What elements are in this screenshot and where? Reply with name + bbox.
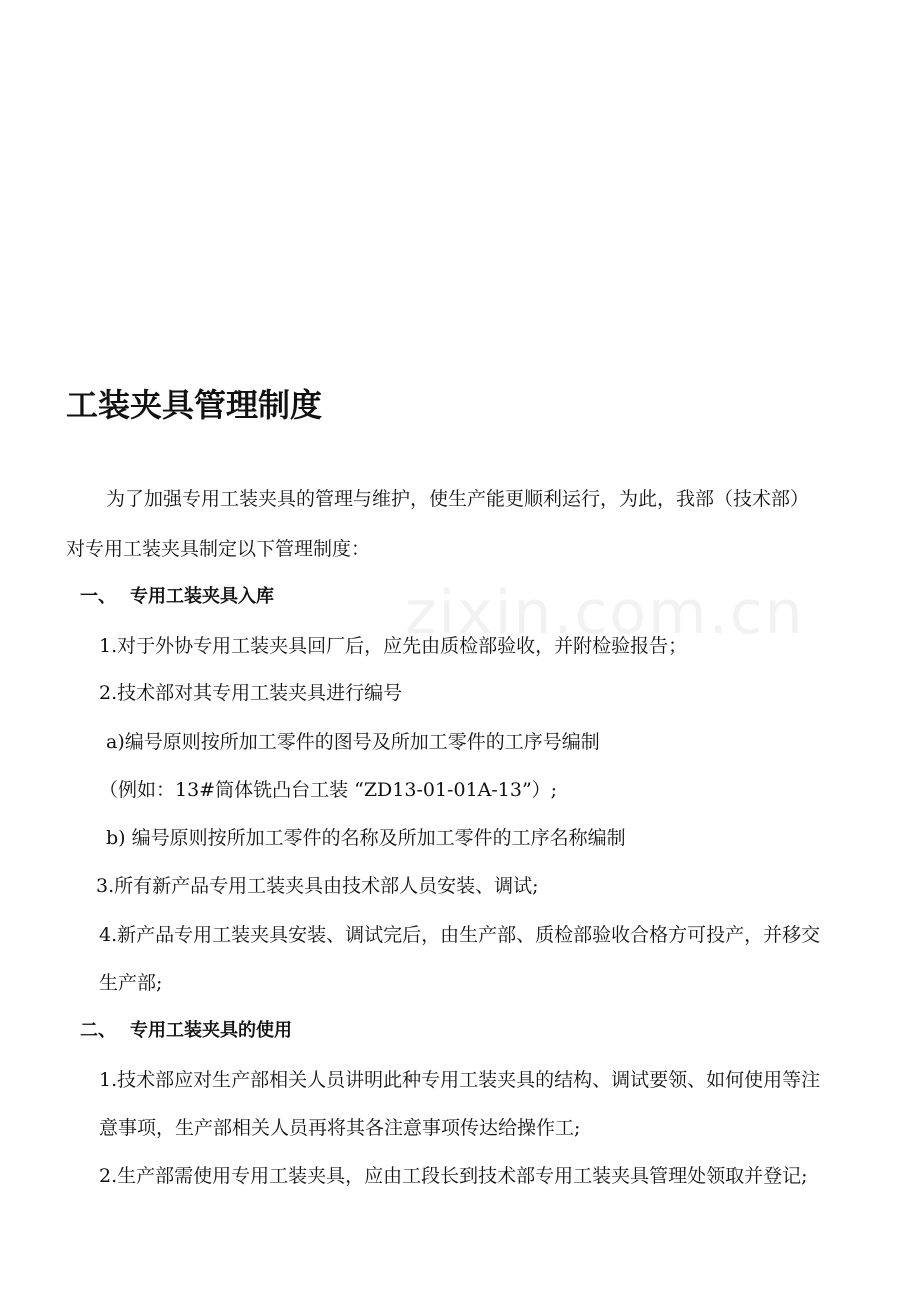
section-1-heading bbox=[80, 582, 274, 612]
section-1-item-2: 2.技术部对其专用工装夹具进行编号 bbox=[99, 682, 403, 704]
section-2-item-1: 1.技术部应对生产部相关人员讲明此种专用工装夹具的结构、调试要领、如何使用等注 bbox=[99, 1069, 821, 1091]
section-1-number: 一、 bbox=[80, 586, 116, 607]
section-2-item-2: 2.生产部需使用专用工装夹具，应由工段长到技术部专用工装夹具管理处领取并登记; bbox=[99, 1165, 808, 1187]
section-2-item-1-continued: 意事项，生产部相关人员再将其各注意事项传达给操作工; bbox=[99, 1117, 581, 1139]
section-1-example: （例如：13#筒体铣凸台工装 “ZD13-01-01A-13”）; bbox=[99, 779, 558, 801]
section-1-item-4-continued: 生产部; bbox=[99, 972, 163, 994]
section-1-subitem-b: b) 编号原则按所加工零件的名称及所加工零件的工序名称编制 bbox=[106, 827, 626, 849]
intro-paragraph-line-1: 为了加强专用工装夹具的管理与维护，使生产能更顺利运行，为此，我部（技术部） bbox=[106, 488, 810, 510]
document-title: 工装夹具管理制度 bbox=[66, 386, 323, 424]
intro-paragraph-line-2: 对专用工装夹具制定以下管理制度： bbox=[66, 538, 371, 560]
section-1-item-1: 1.对于外协专用工装夹具回厂后，应先由质检部验收，并附检验报告； bbox=[99, 635, 688, 657]
section-1-subitem-a: a)编号原则按所加工零件的图号及所加工零件的工序号编制 bbox=[106, 731, 600, 753]
watermark: zixin.com.cn bbox=[405, 578, 805, 648]
section-2-title: 专用工装夹具的使用 bbox=[130, 1020, 292, 1041]
section-1-title: 专用工装夹具入库 bbox=[130, 586, 274, 607]
section-1-item-3: 3.所有新产品专用工装夹具由技术部人员安装、调试; bbox=[96, 875, 539, 897]
section-1-item-4: 4.新产品专用工装夹具安装、调试完后，由生产部、质检部验收合格方可投产，并移交 bbox=[99, 924, 821, 946]
section-2-number: 二、 bbox=[80, 1020, 116, 1041]
section-2-heading bbox=[80, 1016, 292, 1046]
